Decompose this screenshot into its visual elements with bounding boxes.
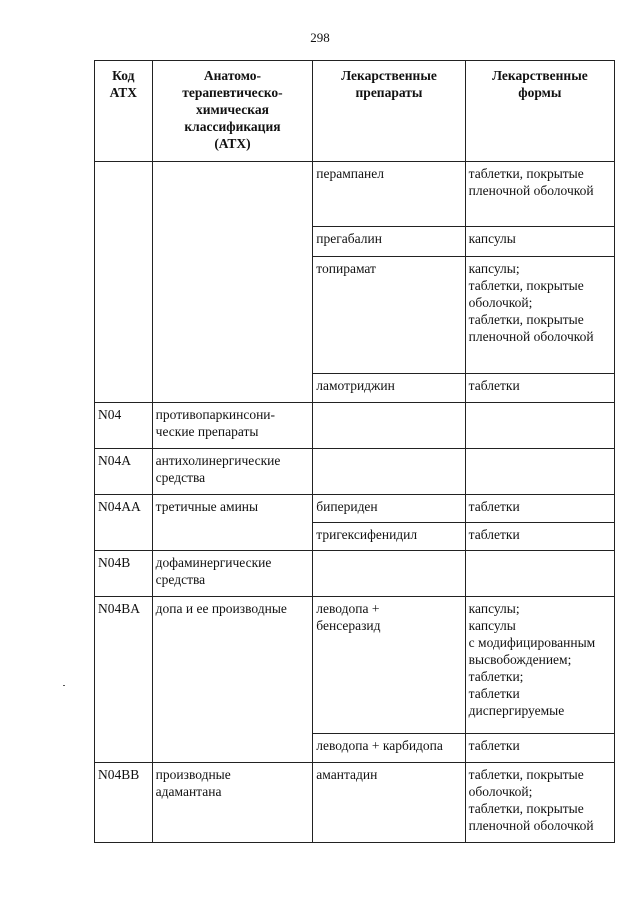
page-number: 298: [310, 30, 330, 45]
cell-drug: тригексифенидил: [313, 523, 465, 551]
cell-drug: ламотриджин: [313, 374, 465, 403]
header-code: Код АТХ: [95, 61, 153, 162]
table-row: [95, 551, 615, 597]
cell-form: таблетки: [465, 734, 614, 763]
cell-code: N04BA: [95, 597, 153, 763]
table-header-row: [95, 61, 615, 162]
cell-code: N04: [95, 403, 153, 449]
table-row: [95, 403, 615, 449]
cell-drug: леводопа + бенсеразид: [313, 597, 465, 734]
cell-form: [465, 403, 614, 449]
cell-classification: третичные амины: [152, 495, 313, 551]
cell-classification: [152, 162, 313, 403]
table-row: [95, 162, 615, 227]
cell-code: N04AA: [95, 495, 153, 551]
cell-form: капсулы; капсулы с модифицированным высвобождением; таблетки; таблетки диспергируемые: [465, 597, 614, 734]
cell-code: N04B: [95, 551, 153, 597]
cell-form: таблетки: [465, 523, 614, 551]
header-forms: Лекарственные формы: [465, 61, 614, 162]
table-row: [95, 763, 615, 843]
header-classification: Анатомо- терапевтическо- химическая классификация (АТХ): [152, 61, 313, 162]
atx-drug-table: [94, 60, 615, 843]
cell-form: таблетки, покрытые пленочной оболочкой: [465, 162, 614, 227]
cell-drug: [313, 551, 465, 597]
table-row: [95, 495, 615, 523]
cell-classification: допа и ее производные: [152, 597, 313, 763]
cell-drug: бипериден: [313, 495, 465, 523]
cell-classification: производные адамантана: [152, 763, 313, 843]
cell-drug: прегабалин: [313, 227, 465, 257]
cell-classification: антихолинергические средства: [152, 449, 313, 495]
cell-code: N04BB: [95, 763, 153, 843]
cell-drug: топирамат: [313, 257, 465, 374]
cell-classification: противопаркинсони- ческие препараты: [152, 403, 313, 449]
cell-form: капсулы; таблетки, покрытые оболочкой; таблетки, покрытые пленочной оболочкой: [465, 257, 614, 374]
scan-mark: [63, 685, 65, 686]
cell-code: [95, 162, 153, 403]
cell-classification: дофаминергические средства: [152, 551, 313, 597]
cell-code: N04A: [95, 449, 153, 495]
table-row: [95, 597, 615, 734]
header-drugs: Лекарственные препараты: [313, 61, 465, 162]
table-row: [95, 449, 615, 495]
cell-form: [465, 449, 614, 495]
cell-drug: [313, 449, 465, 495]
cell-form: капсулы: [465, 227, 614, 257]
cell-form: таблетки, покрытые оболочкой; таблетки, покрытые пленочной оболочкой: [465, 763, 614, 843]
cell-form: таблетки: [465, 495, 614, 523]
cell-form: [465, 551, 614, 597]
cell-drug: [313, 403, 465, 449]
cell-drug: амантадин: [313, 763, 465, 843]
cell-drug: леводопа + карбидопа: [313, 734, 465, 763]
cell-form: таблетки: [465, 374, 614, 403]
cell-drug: перампанел: [313, 162, 465, 227]
